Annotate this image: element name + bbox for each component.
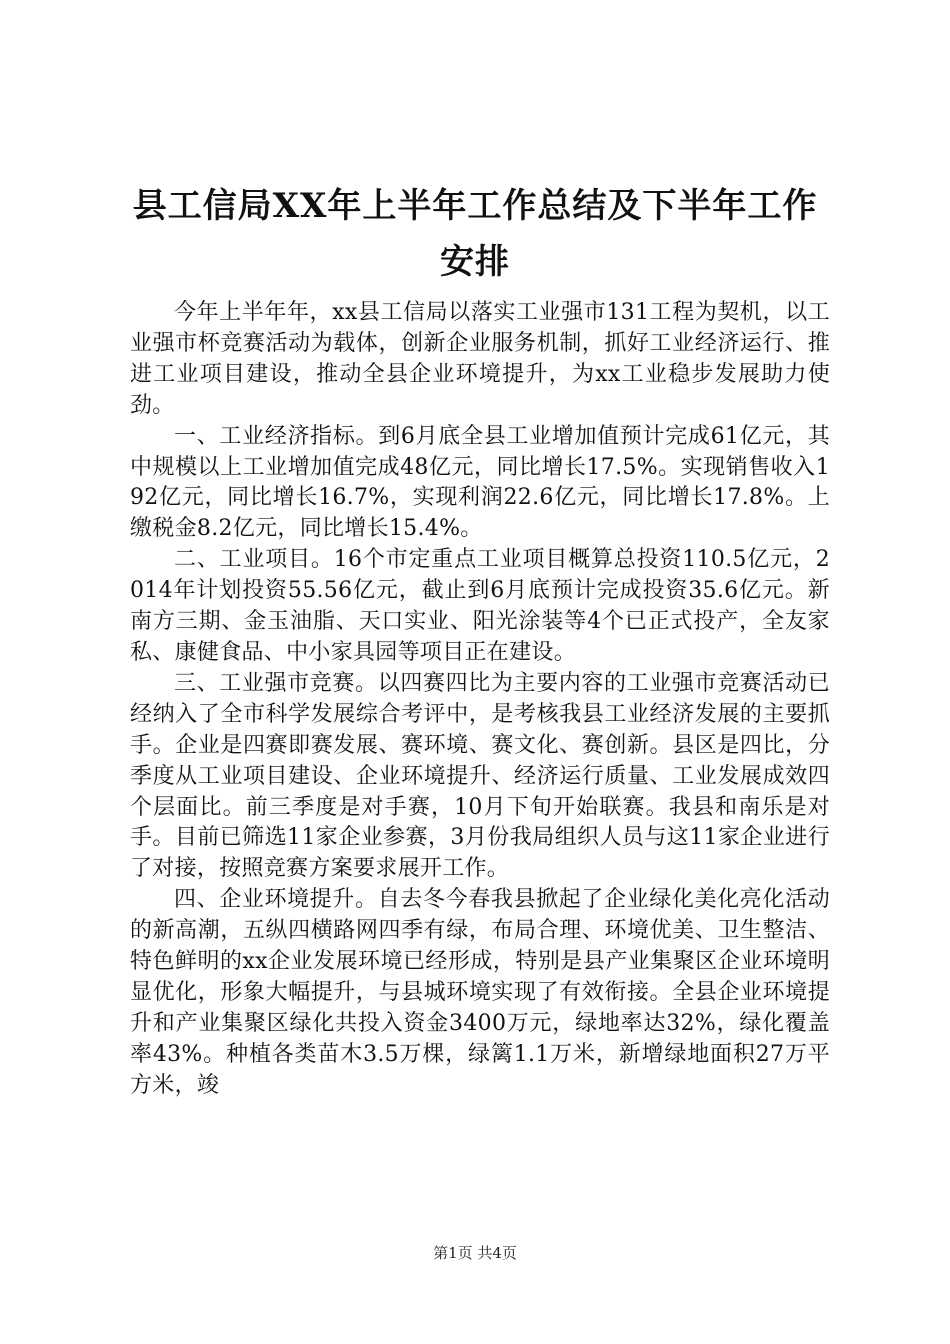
paragraph-industrial-projects: 二、工业项目。16个市定重点工业项目概算总投资110.5亿元，2014年计划投资55.56亿元，截止到6月底预计完成投资35.6亿元。新南方三期、金玉油脂、天口实业、阳光涂装等4个已正式投产，全友家私、康健食品、中小家具园等项目正在建设。: [130, 547, 830, 665]
paragraph-competition: 三、工业强市竞赛。以四赛四比为主要内容的工业强市竞赛活动已经纳入了全市科学发展综合考评中，是考核我县工业经济发展的主要抓手。企业是四赛即赛发展、赛环境、赛文化、赛创新。县区是四比，分季度从工业项目建设、企业环境提升、经济运行质量、工业发展成效四个层面比。前三季度是对手赛，10月下旬开始联赛。我县和南乐是对手。目前已筛选11家企业参赛，3月份我局组织人员与这11家企业进行了对接，按照竞赛方案要求展开工作。: [130, 670, 830, 882]
paragraph-intro: 今年上半年年，xx县工信局以落实工业强市131工程为契机，以工业强市杯竞赛活动为载体，创新企业服务机制，抓好工业经济运行、推进工业项目建设，推动全县企业环境提升，为xx工业稳步发展助力使劲。: [130, 300, 830, 418]
document-body: [130, 298, 830, 1102]
document-title: 县工信局XX年上半年工作总结及下半年工作安排: [132, 186, 818, 282]
paragraph-economic-indicators: 一、工业经济指标。到6月底全县工业增加值预计完成61亿元，其中规模以上工业增加值完成48亿元，同比增长17.5%。实现销售收入192亿元，同比增长16.7%，实现利润22.6亿元，同比增长17.8%。上缴税金8.2亿元，同比增长15.4%。: [130, 423, 830, 542]
page-footer: 第1页 共4页: [433, 1244, 517, 1262]
paragraph-environment: 四、企业环境提升。自去冬今春我县掀起了企业绿化美化亮化活动的新高潮，五纵四横路网四季有绿，布局合理、环境优美、卫生整洁、特色鲜明的xx企业发展环境已经形成，特别是县产业集聚区企业环境明显优化，形象大幅提升，与县城环境实现了有效衔接。全县企业环境提升和产业集聚区绿化共投入资金3400万元，绿地率达32%，绿化覆盖率43%。种植各类苗木3.5万棵，绿篱1.1万米，新增绿地面积27万平方米，竣: [130, 887, 830, 1098]
